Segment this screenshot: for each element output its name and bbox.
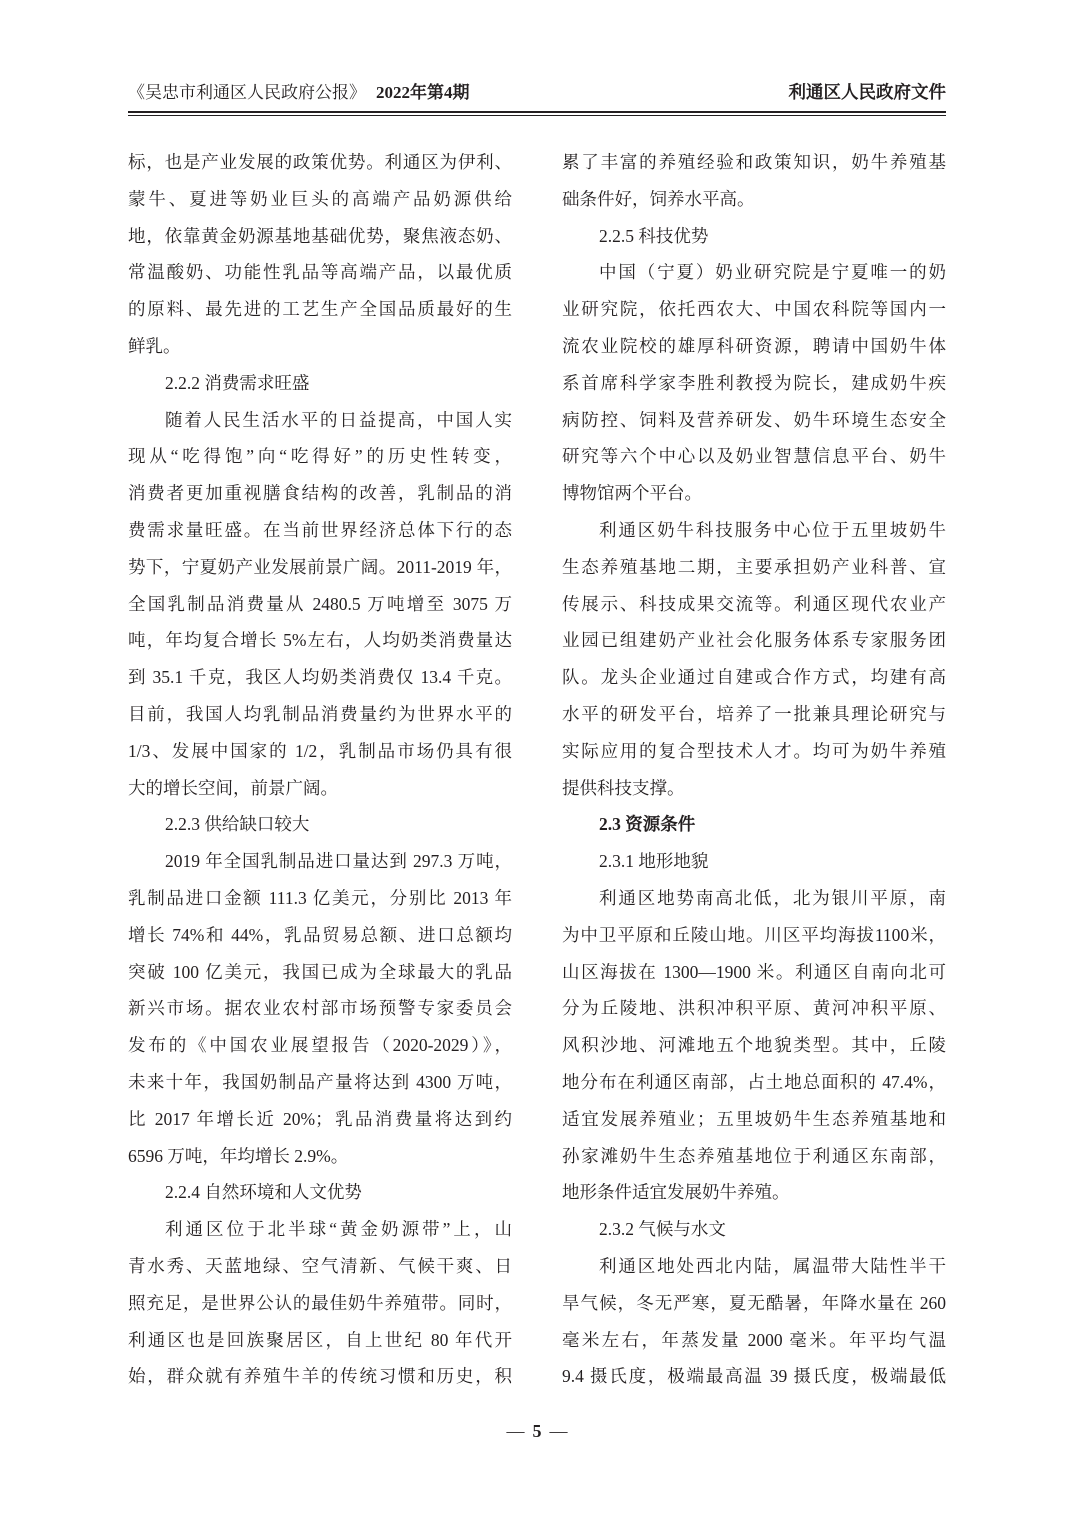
text-line: 旱气候，冬无严寒，夏无酷暑，年降水量在 260	[562, 1292, 946, 1313]
text-line: 全国乳制品消费量从 2480.5 万吨增至 3075 万	[128, 593, 512, 614]
text-line: 系首席科学家李胜利教授为院长，建成奶牛疾	[562, 372, 946, 393]
text-line: 传展示、科技成果交流等。利通区现代农业产	[562, 593, 946, 614]
paragraph	[128, 402, 512, 807]
text-line: 博物馆两个平台。	[562, 483, 702, 504]
section-heading: 2.3.1 地形地貌	[599, 851, 709, 872]
text-line: 现从“吃得饱”向“吃得好”的历史性转变，	[128, 446, 512, 467]
text-line: 随着人民生活水平的日益提高，中国人实	[165, 409, 512, 430]
text-line: 常温酸奶、功能性乳品等高端产品，以最优质	[128, 262, 512, 283]
text-line: 9.4 摄氏度，极端最高温 39 摄氏度，极端最低	[562, 1366, 946, 1387]
text-line: 标，也是产业发展的政策优势。利通区为伊利、	[128, 152, 512, 172]
paragraph	[562, 144, 946, 218]
text-line: 鲜乳。	[128, 335, 181, 356]
text-line: 分为丘陵地、洪积冲积平原、黄河冲积平原、	[562, 998, 946, 1019]
header-rule-thick	[128, 111, 946, 113]
text-line: 水平的研发平台，培养了一批兼具理论研究与	[562, 703, 946, 724]
text-line: 风积沙地、河滩地五个地貌类型。其中，丘陵	[562, 1035, 946, 1056]
publication-title: 《吴忠市利通区人民政府公报》	[128, 83, 366, 102]
section-heading: 2.2.2 消费需求旺盛	[165, 372, 310, 393]
text-line: 到 35.1 千克，我区人均奶类消费仅 13.4 千克。	[128, 667, 512, 688]
text-line: 利通区位于北半球“黄金奶源带”上，山	[165, 1219, 512, 1240]
paragraph	[562, 512, 946, 806]
text-line: 适宜发展养殖业；五里坡奶牛生态养殖基地和	[562, 1108, 946, 1129]
text-line: 地形条件适宜发展奶牛养殖。	[562, 1182, 790, 1203]
header-rule-thin	[128, 115, 946, 116]
text-line: 生态养殖基地二期，主要承担奶产业科普、宣	[562, 556, 946, 577]
text-line: 目前，我国人均乳制品消费量约为世界水平的	[128, 703, 512, 724]
text-line: 流农业院校的雄厚科研资源，聘请中国奶牛体	[562, 335, 946, 356]
text-line: 队。龙头企业通过自建或合作方式，均建有高	[562, 667, 946, 688]
page-number: 5	[532, 1421, 542, 1441]
text-line: 青水秀、天蓝地绿、空气清新、气候干爽、日	[128, 1255, 512, 1276]
footer-dash-right: —	[549, 1421, 568, 1441]
section-heading: 2.3.2 气候与水文	[599, 1219, 726, 1240]
section-heading: 2.2.4 自然环境和人文优势	[165, 1182, 362, 1203]
text-line: 的原料、最先进的工艺生产全国品质最好的生	[128, 299, 512, 320]
issue-number: 2022年第4期	[376, 83, 470, 102]
page-footer	[0, 1419, 1074, 1443]
text-line: 未来十年，我国奶制品产量将达到 4300 万吨，	[128, 1071, 512, 1092]
footer-dash-left: —	[506, 1421, 525, 1441]
text-line: 业园已组建奶产业社会化服务体系专家服务团	[562, 630, 946, 651]
text-line: 础条件好，饲养水平高。	[562, 188, 755, 209]
text-line: 研究等六个中心以及奶业智慧信息平台、奶牛	[562, 446, 946, 467]
text-line: 为中卫平原和丘陵山地。川区平均海拔1100米，	[562, 924, 946, 945]
text-line: 1/3、发展中国家的 1/2，乳制品市场仍具有很	[128, 740, 512, 761]
text-line: 病防控、饲料及营养研发、奶牛环境生态安全	[562, 409, 946, 430]
text-line: 蒙牛、夏进等奶业巨头的高端产品奶源供给	[128, 188, 512, 209]
text-line: 累了丰富的养殖经验和政策知识，奶牛养殖基	[562, 152, 946, 172]
text-line: 乳制品进口金额 111.3 亿美元，分别比 2013 年	[128, 887, 512, 908]
text-line: 突破 100 亿美元，我国已成为全球最大的乳品	[128, 961, 512, 982]
left-column	[128, 144, 512, 1395]
text-line: 照充足，是世界公认的最佳奶牛养殖带。同时，	[128, 1292, 512, 1313]
text-line: 地分布在利通区南部，占土地总面积的 47.4%，	[562, 1071, 946, 1092]
text-line: 利通区地势南高北低，北为银川平原，南	[599, 887, 946, 908]
text-line: 势下，宁夏奶产业发展前景广阔。2011-2019 年，	[128, 556, 512, 577]
text-line: 增长 74%和 44%，乳品贸易总额、进口总额均	[128, 924, 512, 945]
text-line: 孙家滩奶牛生态养殖基地位于利通区东南部，	[562, 1145, 946, 1166]
running-header	[128, 80, 946, 104]
section-heading: 2.2.3 供给缺口较大	[165, 814, 310, 835]
right-column	[562, 144, 946, 1395]
text-line: 地，依靠黄金奶源基地基础优势，聚焦液态奶、	[128, 225, 512, 246]
text-line: 提供科技支撑。	[562, 777, 685, 798]
text-line: 山区海拔在 1300—1900 米。利通区自南向北可	[562, 961, 946, 982]
text-line: 毫米左右，年蒸发量 2000 毫米。年平均气温	[562, 1329, 946, 1350]
text-line: 新兴市场。据农业农村部市场预警专家委员会	[128, 998, 512, 1019]
section-heading: 2.3 资源条件	[599, 814, 696, 835]
text-line: 利通区地处西北内陆，属温带大陆性半干	[599, 1255, 946, 1276]
text-line: 业研究院，依托西农大、中国农科院等国内一	[562, 299, 946, 320]
text-line: 实际应用的复合型技术人才。均可为奶牛养殖	[562, 740, 946, 761]
text-line: 费需求量旺盛。在当前世界经济总体下行的态	[128, 519, 512, 540]
paragraph	[128, 1211, 512, 1395]
text-line: 中国（宁夏）奶业研究院是宁夏唯一的奶	[599, 262, 946, 283]
text-line: 2019 年全国乳制品进口量达到 297.3 万吨，	[165, 851, 512, 872]
text-line: 发布的《中国农业展望报告（2020-2029）》，	[128, 1035, 512, 1056]
paragraph	[562, 254, 946, 512]
paragraph	[562, 1248, 946, 1395]
text-line: 吨，年均复合增长 5%左右，人均奶类消费量达	[128, 630, 512, 651]
section-label: 利通区人民政府文件	[788, 82, 946, 102]
text-line: 比 2017 年增长近 20%；乳品消费量将达到约	[128, 1108, 512, 1129]
text-line: 利通区奶牛科技服务中心位于五里坡奶牛	[599, 519, 946, 540]
section-heading: 2.2.5 科技优势	[599, 225, 709, 246]
text-line: 利通区也是回族聚居区，自上世纪 80 年代开	[128, 1329, 512, 1350]
text-line: 消费者更加重视膳食结构的改善，乳制品的消	[128, 483, 512, 504]
paragraph	[562, 880, 946, 1211]
text-line: 始，群众就有养殖牛羊的传统习惯和历史，积	[128, 1366, 512, 1387]
paragraph	[128, 843, 512, 1174]
text-line: 大的增长空间，前景广阔。	[128, 777, 338, 798]
paragraph	[128, 144, 512, 365]
header-publication-info	[128, 81, 470, 105]
text-line: 6596 万吨，年均增长 2.9%。	[128, 1145, 349, 1166]
